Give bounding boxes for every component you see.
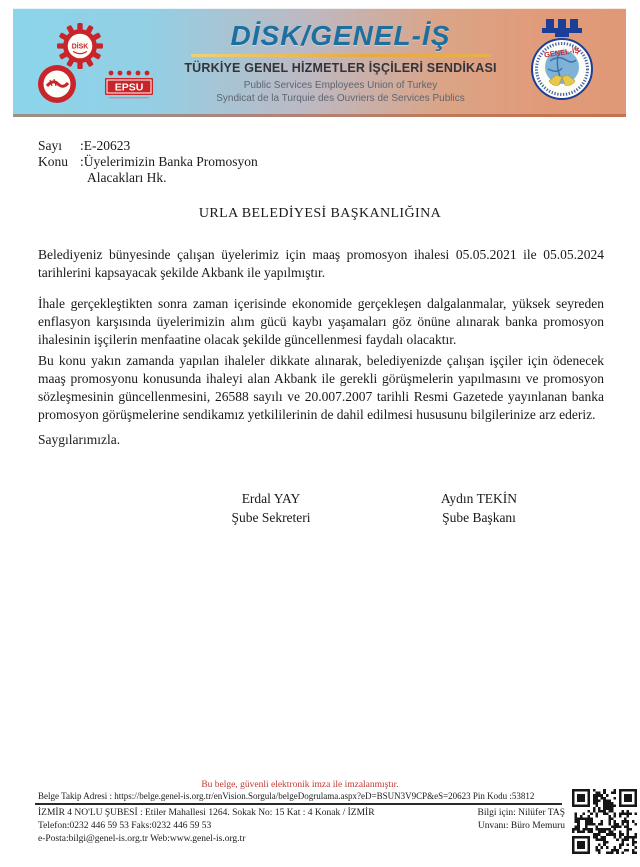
contact-person-line: Bilgi için: Nilüfer TAŞ xyxy=(477,808,565,818)
branch-phone-line: Telefon:0232 446 59 53 Faks:0232 446 59 53 xyxy=(38,821,212,831)
signatory-name: Erdal YAY xyxy=(241,491,301,506)
konu-label: Konu xyxy=(38,154,68,169)
sayi-label: Sayı xyxy=(38,138,63,153)
contact-person-block xyxy=(425,807,565,833)
signatory-title: Şube Sekreteri xyxy=(231,510,311,525)
branch-address-block xyxy=(38,807,375,846)
title-underline xyxy=(191,54,491,57)
footer-divider xyxy=(35,803,562,805)
signature-block-president xyxy=(384,489,574,527)
document-tracking-line: Belge Takip Adresi : https://belge.genel-is.org.tr/enVision.Sorgula/belgeDogrulama.aspx?eD=BSUN3V9CP&eS=20623 Pin Kodu :53812 xyxy=(38,791,535,801)
genel-is-emblem-icon xyxy=(525,17,599,109)
svg-text:DİSK: DİSK xyxy=(71,43,89,51)
sayi-value: :E-20623 xyxy=(80,138,131,153)
konu-value-line2: Alacakları Hk. xyxy=(87,170,167,185)
signatory-title: Şube Başkanı xyxy=(442,510,516,525)
closing-salutation: Saygılarımızla. xyxy=(38,432,121,447)
letterhead-titles xyxy=(178,15,503,111)
contact-title-line: Unvanı: Büro Memuru xyxy=(477,821,565,831)
body-paragraph-1: Belediyeniz bünyesinde çalışan üyelerimiz için maaş promosyon ihalesi 05.05.2021 ile 05.05.2024 tarihlerini kapsayacak şekilde Akbank ile yapılmıştır. xyxy=(38,247,604,280)
disk-gear-icon xyxy=(57,23,103,69)
disk-gear-logo xyxy=(57,23,103,69)
ituc-psi-logo xyxy=(37,64,77,104)
epsu-icon xyxy=(103,69,155,101)
genel-is-emblem xyxy=(525,17,599,109)
svg-text:GENEL-İŞ: GENEL-İŞ xyxy=(543,45,580,60)
epsu-logo xyxy=(103,69,155,101)
konu-value: :Üyelerimizin Banka Promosyon xyxy=(80,154,258,169)
ituc-psi-icon xyxy=(37,64,77,104)
letterhead-band xyxy=(13,8,626,117)
signatory-name: Aydın TEKİN xyxy=(440,491,518,506)
svg-text:EPSU: EPSU xyxy=(114,81,144,94)
branch-email-line: e-Posta:bilgi@genel-is.org.tr Web:www.genel-is.org.tr xyxy=(38,834,246,844)
body-paragraph-2: İhale gerçekleştikten sonra zaman içerisinde ekonomide gerçekleşen dalgalanmalar, yüksek seyreden enflasyon karşısında üyelerimizin alım gücü kaybı yaşamaları göz önüne alınarak banka promosyon ihalesinin işçilerin menfaatine olacak şekilde güncellenmesi faydalı olacaktır. xyxy=(38,296,604,347)
org-title: DİSK/GENEL-İŞ xyxy=(230,20,451,51)
org-subtitle-tr: TÜRKİYE GENEL HİZMETLER İŞÇİLERİ SENDİKASI xyxy=(184,60,497,75)
qr-code xyxy=(572,789,637,854)
signature-block-secretary xyxy=(176,489,366,527)
org-subtitle-fr: Syndicat de la Turquie des Ouvriers de Services Publics xyxy=(216,92,465,104)
body-paragraph-3: Bu konu yakın zamanda yapılan ihaleler dikkate alınarak, belediyenizde çalışan işçiler için ödenecek maaş promosyonu konusunda ihaleyi alan Akbank ile gerekli görüşmelerin yapılmasını ve promosyon sözleşmesinin güncellenmesini, 26588 sayılı ve 20.007.2007 tarihli Resmi Gazetede yayınlanan banka promosyon görüşmelerine sendikamız yetkililerinin de dahil edilmesi hususunu bilgilerinize arz ederiz. xyxy=(38,353,604,422)
org-subtitle-en: Public Services Employees Union of Turkey xyxy=(243,79,438,91)
esignature-notice: Bu belge, güvenli elektronik imza ile imzalanmıştır. xyxy=(201,780,399,790)
recipient-line: URLA BELEDİYESİ BAŞKANLIĞINA xyxy=(198,206,442,221)
letter-meta xyxy=(38,138,258,186)
branch-address-line: İZMİR 4 NO'LU ŞUBESİ : Etiler Mahallesi 1264. Sokak No: 15 Kat : 4 Konak / İZMİR xyxy=(38,808,375,818)
